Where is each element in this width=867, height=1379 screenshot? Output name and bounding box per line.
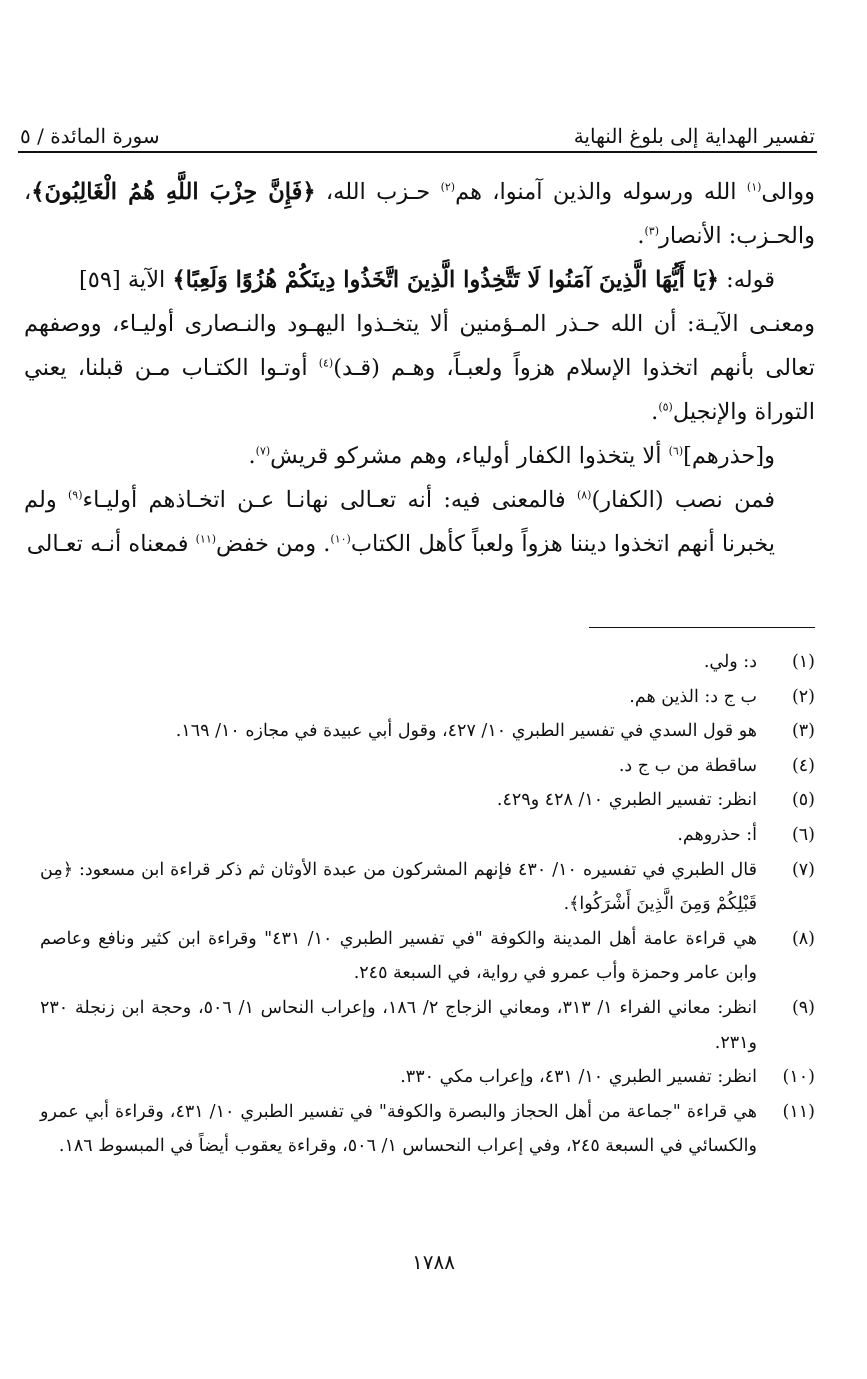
footnote-number: (١): [791, 652, 815, 672]
text-run: أوتـوا الكتـاب مـن قبلنا، يعني التوراة والإنجيل: [24, 355, 815, 425]
header-rule: [18, 151, 817, 153]
footnote-text: هو قول السدي في تفسير الطبري ١٠/ ٤٢٧، وقول أبي عبيدة في مجازه ١٠/ ١٦٩.: [175, 721, 757, 742]
footnote: [40, 783, 815, 818]
footnote-number: (١١): [782, 1101, 815, 1122]
text-run: .: [651, 399, 659, 425]
footnote-text: انظر: تفسير الطبري ١٠/ ٤٣١، وإعراب مكي ٣٣٠.: [400, 1067, 757, 1088]
footnote-text: ساقطة من ب ج د.: [618, 755, 757, 776]
paragraph-4: [24, 434, 815, 478]
book-title: تفسير الهداية إلى بلوغ النهاية: [573, 124, 815, 148]
footnote-marker: (٥): [658, 400, 673, 414]
footnote-number: (٧): [791, 859, 815, 880]
text-run: .: [248, 443, 256, 469]
footnote: [40, 991, 815, 1060]
quran-quote: ﴿يَا أَيُّهَا الَّذِينَ آمَنُوا لَا تَتَّخِذُوا الَّذِينَ اتَّخَذُوا دِينَكُمْ هُزُوًا وَلَعِبًا﴾: [172, 267, 719, 293]
footnote-number: (١٠): [782, 1067, 815, 1088]
footnote: [40, 749, 815, 784]
footnote-marker: (٢): [440, 180, 456, 194]
text-run: قوله:: [718, 267, 775, 293]
verse-number: الآية [٥٩]: [78, 267, 173, 293]
footnote-number: (٥): [791, 790, 815, 811]
text-run: . ومن خفض: [216, 531, 331, 557]
footnote-text: أ: حذروهم.: [677, 824, 757, 845]
text-run: فالمعنى فيه: أنه تعـالى نهانـا عـن اتخـاذهم أوليـاء: [82, 487, 577, 513]
footnote-marker: (٣): [644, 224, 659, 238]
quran-quote: ﴿فَإِنَّ حِزْبَ اللَّهِ هُمُ الْغَالِبُونَ﴾: [31, 179, 316, 205]
text-run: الله ورسوله والذين آمنوا، هم: [455, 179, 747, 205]
footnote-number: (٣): [791, 721, 815, 742]
footnote-marker: (٧): [255, 444, 271, 458]
paragraph-2: [24, 258, 815, 302]
footnote-separator: [589, 627, 815, 628]
paragraph-1: [24, 170, 815, 258]
footnote-marker: (٩): [67, 488, 83, 502]
footnotes: [40, 645, 815, 1164]
footnote-marker: (١٠): [330, 532, 351, 546]
text-run: فمن نصب (الكفار): [591, 487, 775, 513]
text-run: ولم يخبرنا أنهم اتخذوا ديننا هزواً ولعباً كأهل الكتاب: [24, 487, 775, 557]
page-number: ١٧٨٨: [412, 1250, 455, 1274]
footnote-number: (٢): [791, 686, 815, 707]
footnote-number: (٩): [791, 997, 815, 1018]
text-run: ألا يتخذوا الكفار أولياء، وهم مشركو قريش: [270, 443, 669, 469]
surah-reference: سورة المائدة / ٥: [20, 124, 160, 148]
footnote-text: د: ولي.: [703, 652, 757, 672]
text-run: ووالى: [761, 179, 815, 205]
text-run: ومعنـى الآيـة: أن الله حـذر المـؤمنين ألا يتخـذوا اليهـود والنـصارى أوليـاء، ووصفهم تعالى بأنهم اتخذوا الإسلام هزواً ولعبـاً، وهـم (قـد): [24, 311, 816, 381]
text-run: .: [637, 223, 645, 249]
footnote-marker: (٤): [318, 356, 334, 370]
main-text: [24, 170, 815, 566]
running-header: [20, 112, 815, 148]
footnote-text: ب ج د: الذين هم.: [629, 686, 757, 707]
footnote-number: (٤): [791, 755, 815, 776]
text-run: ، والحـزب: الأنصار: [24, 179, 815, 249]
paragraph-5: [24, 478, 815, 566]
footnote: [40, 680, 815, 715]
footnote: [40, 853, 815, 922]
footnote-text: هي قراءة "جماعة من أهل الحجاز والبصرة والكوفة" في تفسير الطبري ١٠/ ٤٣١، وقراءة أبي عمرو والكسائي في السبعة ٢٤٥، وفي إعراب النحساس ١/ ٥٠٦، وقراءة يعقوب أيضاً في المبسوط ١٨٦.: [40, 1101, 757, 1157]
footnote-marker: (١١): [195, 532, 217, 546]
text-run: و[حذرهم]: [683, 443, 775, 469]
footnote-marker: (١): [746, 180, 762, 194]
footnote: [40, 1060, 815, 1095]
footnote: [40, 1095, 815, 1164]
footnote-marker: (٨): [576, 488, 592, 502]
footnote-number: (٨): [791, 928, 815, 949]
footnote-number: (٦): [791, 824, 815, 845]
footnote-text: هي قراءة عامة أهل المدينة والكوفة "في تفسير الطبري ١٠/ ٤٣١" وقراءة ابن كثير ونافع وعاصم وابن عامر وحمزة وأب عمرو في رواية، في السبعة ٢٤٥.: [40, 928, 757, 984]
footnote: [40, 922, 815, 991]
paragraph-3: [24, 302, 815, 434]
footnote: [40, 645, 815, 680]
footnote-marker: (٦): [668, 444, 684, 458]
footnote: [40, 818, 815, 853]
footnote-text: قال الطبري في تفسيره ١٠/ ٤٣٠ فإنهم المشركون من عبدة الأوثان ثم ذكر قراءة ابن مسعود: ﴿مِن قَبْلِكُمْ وَمِنَ الَّذِينَ أَشْرَكُوا﴾.: [40, 859, 757, 915]
footnote: [40, 714, 815, 749]
footnote-text: انظر: تفسير الطبري ١٠/ ٤٢٨ و٤٢٩.: [496, 790, 757, 811]
text-run: حـزب الله،: [315, 179, 441, 205]
text-run: فمعناه أنـه تعـالى: [26, 531, 196, 557]
footnote-text: انظر: معاني الفراء ١/ ٣١٣، ومعاني الزجاج ٢/ ١٨٦، وإعراب النحاس ١/ ٥٠٦، وحجة ابن زنجلة ٢٣٠ و٢٣١.: [40, 997, 757, 1053]
